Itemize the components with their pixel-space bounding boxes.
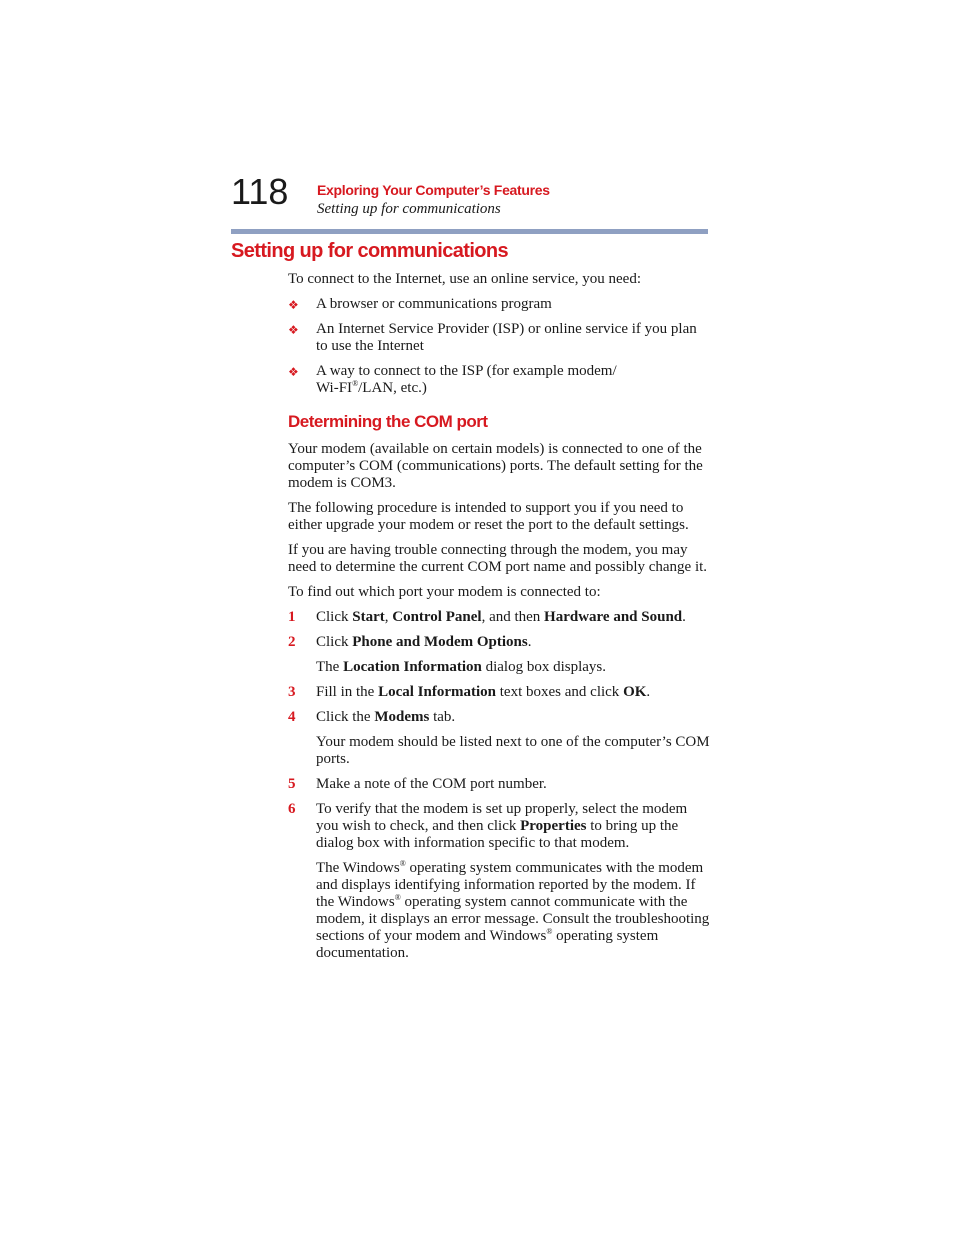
body-paragraph: If you are having trouble connecting through the modem, you may need to determine the current COM port name and possibly change it. xyxy=(288,542,708,575)
bullet-marker: ❖ xyxy=(288,365,299,379)
step-text: Make a note of the COM port number. xyxy=(316,776,547,792)
final-note: The Windows® operating system communicates with the modem and displays identifying information reported by the modem. If the Windows® operating system cannot communicate with the modem, it displays an error message. Consult the troubleshooting sections of your modem and Windows® operating system documentation. xyxy=(316,859,710,961)
bullet-marker: ❖ xyxy=(288,298,299,312)
step-text: Click Start, Control Panel, and then Hardware and Sound. xyxy=(316,609,686,625)
header-rule xyxy=(231,229,708,234)
step-text: Click the Modems tab. xyxy=(316,709,456,725)
step-number: 2 xyxy=(288,634,296,650)
bullet-item: A way to connect to the ISP (for example modem/ Wi-FI®/LAN, etc.) xyxy=(316,363,617,396)
chapter-title: Exploring Your Computer’s Features xyxy=(317,182,550,198)
step-note: The Location Information dialog box displays. xyxy=(316,659,606,675)
running-section-title: Setting up for communications xyxy=(317,201,501,217)
intro-paragraph: To connect to the Internet, use an online service, you need: xyxy=(288,271,641,287)
bullet-item: An Internet Service Provider (ISP) or online service if you plan to use the Internet xyxy=(316,321,697,354)
body-paragraph: To find out which port your modem is connected to: xyxy=(288,584,601,600)
step-text: To verify that the modem is set up properly, select the modem you wish to check, and then click Properties to bring up the dialog box with information specific to that modem. xyxy=(316,801,688,851)
bullet-item: A browser or communications program xyxy=(316,296,552,312)
bullet-marker: ❖ xyxy=(288,323,299,337)
step-text: Fill in the Local Information text boxes and click OK. xyxy=(316,684,651,700)
step-number: 6 xyxy=(288,801,296,817)
body-paragraph: Your modem (available on certain models) is connected to one of the computer’s COM (communications) ports. The default setting for the modem is COM3. xyxy=(288,441,703,491)
subsection-title: Determining the COM port xyxy=(288,412,488,431)
section-title: Setting up for communications xyxy=(231,240,509,262)
step-number: 1 xyxy=(288,609,296,625)
step-number: 4 xyxy=(288,709,296,725)
step-number: 5 xyxy=(288,776,296,792)
step-note: Your modem should be listed next to one of the computer’s COM ports. xyxy=(316,734,710,767)
page-number: 118 xyxy=(231,171,289,212)
body-paragraph: The following procedure is intended to support you if you need to either upgrade your modem or reset the port to the default settings. xyxy=(288,500,689,533)
step-number: 3 xyxy=(288,684,296,700)
step-text: Click Phone and Modem Options. xyxy=(316,634,532,650)
